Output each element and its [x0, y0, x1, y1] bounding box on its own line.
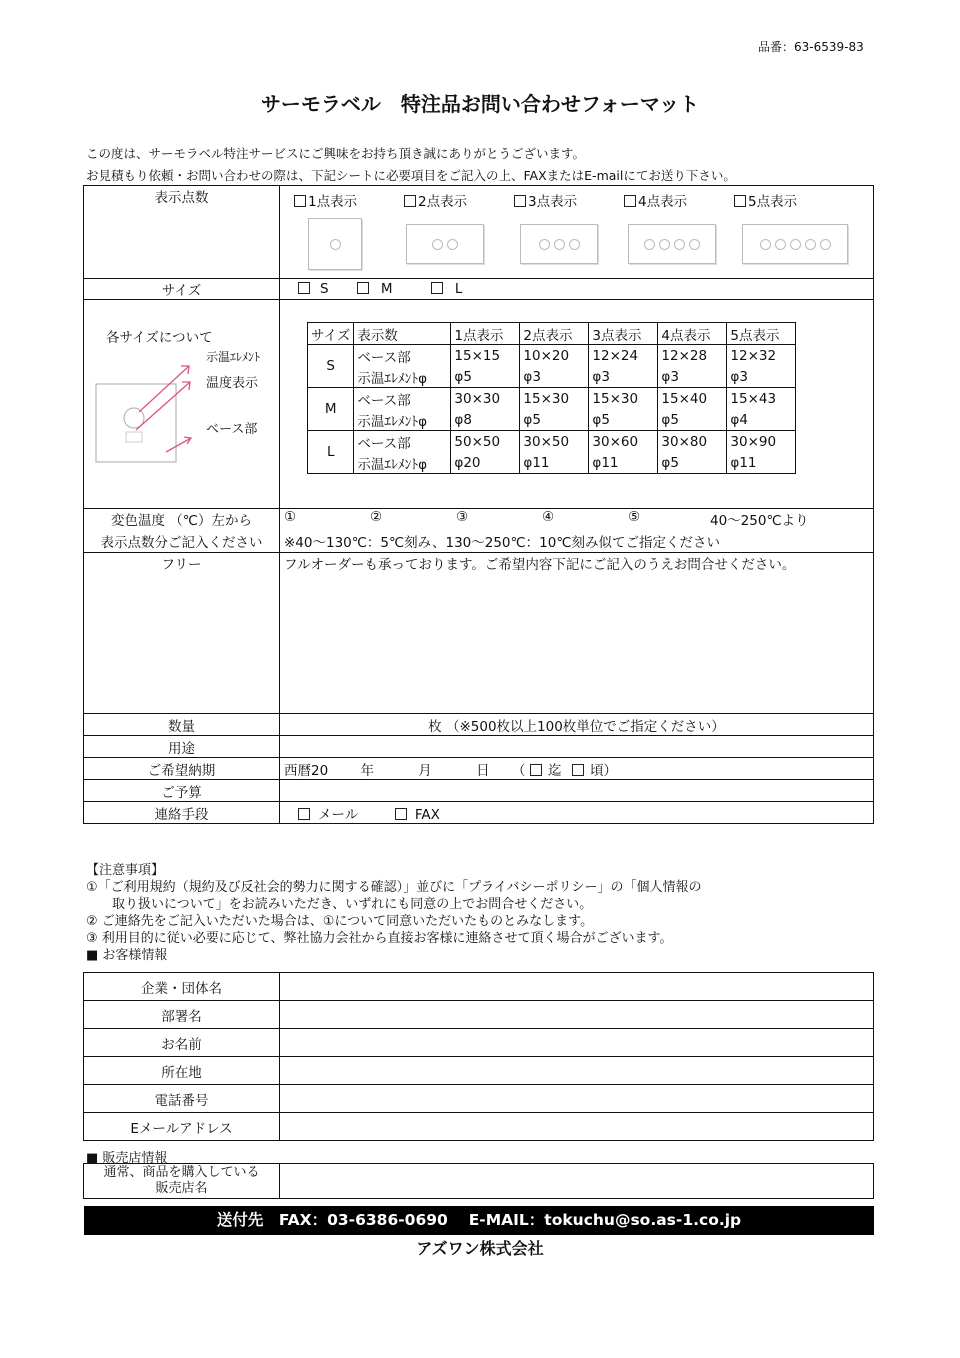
customer-field-label: 電話番号: [84, 1085, 280, 1113]
part-number: 品番：63-6539-83: [758, 40, 864, 54]
spec-header: サイズ: [308, 323, 354, 345]
shop-name-input[interactable]: [280, 1164, 874, 1199]
size-option-l[interactable]: L: [421, 281, 475, 297]
spec-header: 4点表示: [658, 323, 727, 345]
customer-info-table: [83, 972, 874, 1141]
phone-input[interactable]: [280, 1085, 874, 1113]
contact-method-row: [84, 802, 874, 824]
temperature-note: ※40～130℃：5℃刻み、130～250℃：10℃刻み似てご指定ください: [280, 531, 874, 553]
spec-value: φ8: [451, 409, 520, 431]
spec-key: ベース部: [354, 388, 451, 410]
email-input[interactable]: [280, 1113, 874, 1141]
diagram-label-display: 温度表示: [206, 376, 259, 391]
size-option-s[interactable]: S: [298, 281, 341, 297]
intro-line-1: この度は、サーモラベル特注サービスにご興味をお持ち頂き誠にありがとうございます。: [86, 146, 586, 161]
spec-key: ベース部: [354, 431, 451, 453]
spec-value: 30×60: [589, 431, 658, 453]
label-illustrations: [280, 218, 873, 270]
spec-value: 15×43: [727, 388, 796, 410]
label-1-point-image: [308, 218, 362, 270]
spec-key: 示温ｴﾚﾒﾝﾄφ: [354, 366, 451, 388]
checkbox[interactable]: [514, 195, 526, 207]
name-input[interactable]: [280, 1029, 874, 1057]
display-option-1[interactable]: 1点表示: [294, 190, 404, 210]
usage-field[interactable]: [280, 736, 874, 758]
note-item: ② ご連絡先をご記入いただいた場合は、①について同意いただいたものとみなします。: [86, 914, 594, 929]
intro-line-2: お見積もり依頼・お問い合わせの際は、下記シートに必要項目をご記入の上、FAXまたはE-mailにてお送り下さい。: [86, 168, 736, 183]
company-name-input[interactable]: [280, 973, 874, 1001]
temperature-label: 変色温度 （℃）左から: [84, 509, 280, 532]
base-rect: [96, 384, 176, 462]
spec-size: L: [308, 431, 354, 474]
spec-value: 12×32: [727, 345, 796, 367]
spec-value: 15×40: [658, 388, 727, 410]
spec-value: φ3: [727, 366, 796, 388]
usage-row: [84, 736, 874, 758]
size-spec-cell: [280, 300, 874, 509]
spec-row-l-base: [308, 431, 796, 453]
diagram-label-base: ベース部: [206, 422, 258, 437]
send-to-banner: 送付先 FAX：03-6386-0690 E-MAIL：tokuchu@so.as-1.co.jp: [84, 1206, 874, 1235]
customer-row: [84, 1029, 874, 1057]
display-points-row: [84, 186, 874, 279]
temp-slot-3[interactable]: ③: [456, 509, 469, 525]
spec-value: φ11: [589, 452, 658, 474]
size-diagram-cell: [84, 300, 280, 509]
temp-slot-5[interactable]: ⑤: [628, 509, 641, 525]
free-row: [84, 553, 874, 714]
customer-row: [84, 1113, 874, 1141]
temperature-row-2: [84, 531, 874, 553]
spec-value: 30×50: [520, 431, 589, 453]
checkbox[interactable]: [298, 808, 310, 820]
temp-slot-1[interactable]: ①: [284, 509, 297, 525]
spec-row-s-base: [308, 345, 796, 367]
free-label: フリー: [84, 553, 280, 714]
checkbox[interactable]: [624, 195, 636, 207]
spec-value: 50×50: [451, 431, 520, 453]
spec-value: φ5: [451, 366, 520, 388]
budget-row: [84, 780, 874, 802]
spec-value: φ4: [727, 409, 796, 431]
spec-size: S: [308, 345, 354, 388]
spec-value: φ5: [589, 409, 658, 431]
spec-key: ベース部: [354, 345, 451, 367]
until-checkbox[interactable]: [530, 764, 542, 776]
spec-size: M: [308, 388, 354, 431]
spec-value: φ20: [451, 452, 520, 474]
customer-row: [84, 1001, 874, 1029]
spec-header: 3点表示: [589, 323, 658, 345]
spec-header: 2点表示: [520, 323, 589, 345]
size-options: [280, 279, 874, 300]
notes-section: [86, 862, 702, 964]
budget-field[interactable]: [280, 780, 874, 802]
temperature-row-1: [84, 509, 874, 532]
label-5-point-image: [742, 224, 848, 264]
spec-value: 15×30: [589, 388, 658, 410]
label-4-point-image: [628, 224, 716, 264]
customer-row: [84, 973, 874, 1001]
size-info-row: [84, 300, 874, 509]
diagram-label-element: 示温ｴﾚﾒﾝﾄ: [206, 350, 261, 364]
address-input[interactable]: [280, 1057, 874, 1085]
temp-range: 40～250℃より: [710, 513, 809, 529]
note-item: 取り扱いについて」をお読みいただき、いずれにも同意の上でお問合せください。: [86, 897, 593, 912]
element-dot: [330, 239, 341, 250]
spec-row-s-element: [308, 366, 796, 388]
display-option-4[interactable]: 4点表示: [624, 190, 734, 210]
spec-value: φ5: [658, 409, 727, 431]
customer-field-label: Eメールアドレス: [84, 1113, 280, 1141]
notes-heading: 【注意事項】: [86, 863, 165, 878]
customer-field-label: 企業・団体名: [84, 973, 280, 1001]
checkbox[interactable]: [734, 195, 746, 207]
display-option-5[interactable]: 5点表示: [734, 190, 844, 210]
page-title: サーモラベル 特注品お問い合わせフォーマット: [260, 92, 700, 116]
spec-value: φ3: [520, 366, 589, 388]
delivery-label: ご希望納期: [84, 758, 280, 780]
customer-info-heading: ■ お客様情報: [86, 948, 168, 963]
quantity-row: [84, 714, 874, 736]
company-name: アズワン株式会社: [416, 1239, 544, 1258]
spec-value: 15×30: [520, 388, 589, 410]
spec-value: 30×30: [451, 388, 520, 410]
checkbox[interactable]: [431, 282, 443, 294]
spec-value: 12×24: [589, 345, 658, 367]
spec-value: φ11: [727, 452, 796, 474]
order-form-table: [83, 185, 874, 824]
customer-field-label: お名前: [84, 1029, 280, 1057]
spec-value: 30×90: [727, 431, 796, 453]
checkbox[interactable]: [404, 195, 416, 207]
spec-value: 10×20: [520, 345, 589, 367]
shop-row: [84, 1164, 874, 1199]
spec-key: 示温ｴﾚﾒﾝﾄφ: [354, 452, 451, 474]
customer-field-label: 部署名: [84, 1001, 280, 1029]
checkbox[interactable]: [294, 195, 306, 207]
delivery-row: [84, 758, 874, 780]
spec-value: φ3: [658, 366, 727, 388]
spec-row-m-element: [308, 409, 796, 431]
checkbox[interactable]: [395, 808, 407, 820]
spec-value: 12×28: [658, 345, 727, 367]
note-item: ③ 利用目的に従い必要に応じて、弊社協力会社から直接お客様に連絡させて頂く場合がございます。: [86, 931, 673, 946]
display-option-3[interactable]: 3点表示: [514, 190, 624, 210]
customer-field-label: 所在地: [84, 1057, 280, 1085]
spec-value: φ5: [658, 452, 727, 474]
size-label: サイズ: [84, 279, 280, 300]
label-3-point-image: [520, 224, 598, 264]
quantity-label: 数量: [84, 714, 280, 736]
department-input[interactable]: [280, 1001, 874, 1029]
budget-label: ご予算: [84, 780, 280, 802]
spec-header: 1点表示: [451, 323, 520, 345]
shop-info-heading: ■ 販売店情報: [86, 1151, 168, 1166]
note-item: ①「ご利用規約（規約及び反社会的勢力に関する確認）」並びに「プライバシーポリシー」の「個人情報の: [86, 880, 702, 895]
customer-row: [84, 1085, 874, 1113]
label-2-point-image: [406, 224, 484, 264]
display-points-cell: [280, 186, 874, 279]
checkbox[interactable]: [298, 282, 310, 294]
spec-value: 30×80: [658, 431, 727, 453]
spec-value: φ3: [589, 366, 658, 388]
display-option-2[interactable]: 2点表示: [404, 190, 514, 210]
size-row: [84, 279, 874, 300]
spec-row-m-base: [308, 388, 796, 410]
spec-value: φ11: [520, 452, 589, 474]
display-points-label: 表示点数: [84, 186, 280, 279]
shop-name-label: 通常、商品を購入している 販売店名: [84, 1164, 280, 1199]
delivery-field[interactable]: 西暦20 年 月 日 （ 迄 頃）: [280, 758, 874, 780]
quantity-field[interactable]: 枚 （※500枚以上100枚単位でご指定ください）: [280, 714, 874, 736]
spec-header: 表示数: [354, 323, 451, 345]
contact-option-fax[interactable]: FAX: [395, 807, 440, 823]
temp-slot-4[interactable]: ④: [542, 509, 555, 525]
temperature-slots: [280, 509, 874, 532]
contact-method-options: [280, 802, 874, 824]
size-option-m[interactable]: M: [357, 281, 405, 297]
customer-row: [84, 1057, 874, 1085]
shop-info-table: [83, 1163, 874, 1199]
temp-slot-2[interactable]: ②: [370, 509, 383, 525]
size-spec-table: [307, 322, 796, 474]
spec-value: 15×15: [451, 345, 520, 367]
checkbox[interactable]: [357, 282, 369, 294]
label-diagram: [94, 344, 214, 484]
spec-value: φ5: [520, 409, 589, 431]
spec-row-l-element: [308, 452, 796, 474]
usage-label: 用途: [84, 736, 280, 758]
temperature-instruction: 表示点数分ご記入ください: [84, 531, 280, 553]
spec-header: 5点表示: [727, 323, 796, 345]
spec-key: 示温ｴﾚﾒﾝﾄφ: [354, 409, 451, 431]
spec-header-row: [308, 323, 796, 345]
around-checkbox[interactable]: [572, 764, 584, 776]
size-info-title: 各サイズについて: [106, 330, 213, 346]
contact-method-label: 連絡手段: [84, 802, 280, 824]
free-text-area[interactable]: フルオーダーも承っております。ご希望内容下記にご記入のうえお問合せください。: [280, 553, 874, 714]
contact-option-mail[interactable]: メール: [298, 807, 358, 823]
